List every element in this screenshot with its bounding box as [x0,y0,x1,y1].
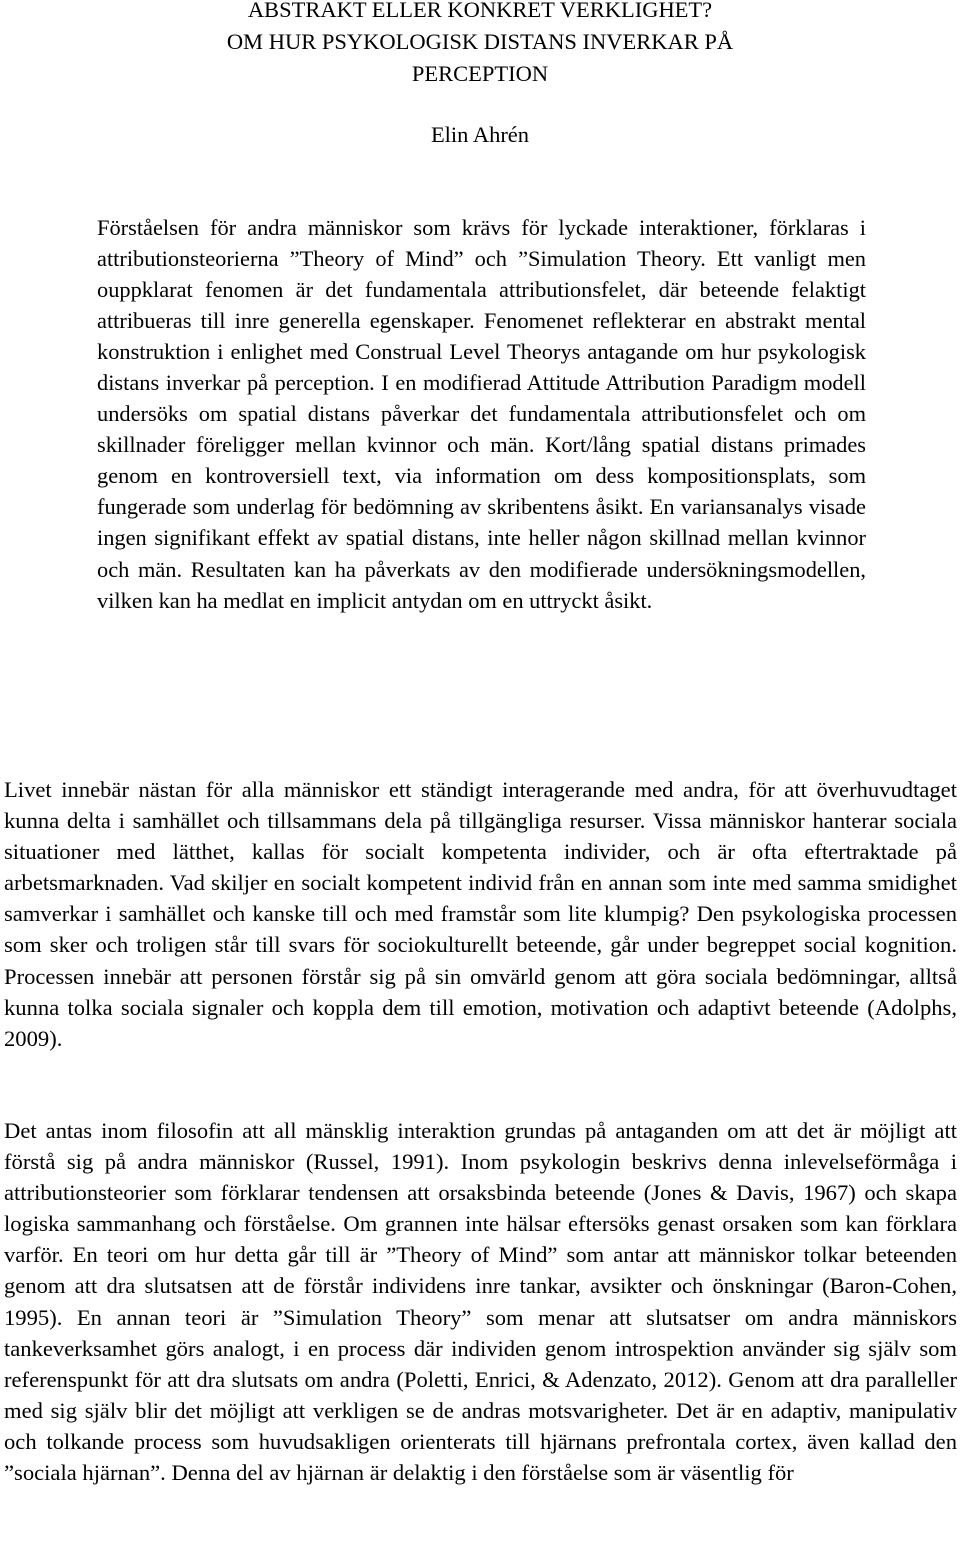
abstract-text: Förståelsen för andra människor som krävs för lyckade interaktioner, förklaras i attributionsteorierna ”Theory of Mind” och ”Simulation Theory. Ett vanligt men ouppklarat fenomen är det fundamentala attributionsfelet, där beteende felaktigt attribueras till inre generella egenskaper. Fenomenet reflekterar en abstrakt mental konstruktion i enlighet med Construal Level Theorys antagande om hur psykologisk distans inverkar på perception. I en modifierad Attitude Attribution Paradigm modell undersöks om spatial distans påverkar det fundamentala attributionsfelet och om skillnader föreligger mellan kvinnor och män. Kort/lång spatial distans primades genom en kontroversiell text, via information om dess kompositionsplats, som fungerade som underlag för bedömning av skribentens åsikt. En variansanalys visade ingen signifikant effekt av spatial distans, inte heller någon skillnad mellan kvinnor och män. Resultaten kan ha påverkats av den modifierade undersökningsmodellen, vilken kan ha medlat en implicit antydan om en uttryckt åsikt. [97,215,866,613]
title-line-1: ABSTRAKT ELLER KONKRET VERKLIGHET? [247,0,713,22]
paper-title [0,0,960,90]
author-name: Elin Ahrén [430,122,530,147]
title-line-2: OM HUR PSYKOLOGISK DISTANS INVERKAR PÅ [226,29,734,54]
body-paragraph-1: Livet innebär nästan för alla människor ett ständigt interagerande med andra, för att överhuvudtaget kunna delta i samhället och tillsammans dela på tillgängliga resurser. Vissa människor hanterar sociala situationer med lätthet, kallas för socialt kompetenta individer, och är ofta eftertraktade på arbetsmarknaden. Vad skiljer en socialt kompetent individ från en annan som inte med samma smidighet samverkar i samhället och kanske till och med framstår som lite klumpig? Den psykologiska processen som sker och troligen står till svars för sociokulturellt beteende, går under begreppet social kognition. Processen innebär att personen förstår sig på sin omvärld genom att göra sociala bedömningar, alltså kunna tolka sociala signaler och koppla dem till emotion, motivation och adaptivt beteende (Adolphs, 2009). [4,777,957,1051]
body-paragraph-2: Det antas inom filosofin att all mänsklig interaktion grundas på antaganden om att det är möjligt att förstå sig på andra människor (Russel, 1991). Inom psykologin beskrivs denna inlevelseförmåga i attributionsteorier som förklarar tendensen att orsaksbinda beteende (Jones & Davis, 1967) och skapa logiska sammanhang och förståelse. Om grannen inte hälsar eftersöks genast orsaken som kan förklara varför. En teori om hur detta går till är ”Theory of Mind” som antar att människor tolkar beteenden genom att dra slutsatsen att de förstår individens inre tankar, avsikter och önskningar (Baron-Cohen, 1995). En annan teori är ”Simulation Theory” som menar att slutsatser om andra människors tankeverksamhet görs analogt, i en process där individen genom introspektion använder sig själv som referenspunkt för att dra slutsats om andra (Poletti, Enrici, & Adenzato, 2012). Genom att dra paralleller med sig själv blir det möjligt att verkligen se de andras motsvarigheter. Det är en adaptiv, manipulativ och tolkande process som huvudsakligen orienterats till hjärnans prefrontala cortex, även kallad den ”sociala hjärnan”. Denna del av hjärnan är delaktig i den förståelse som är väsentlig för [4,1118,957,1486]
title-line-3: PERCEPTION [411,61,549,86]
